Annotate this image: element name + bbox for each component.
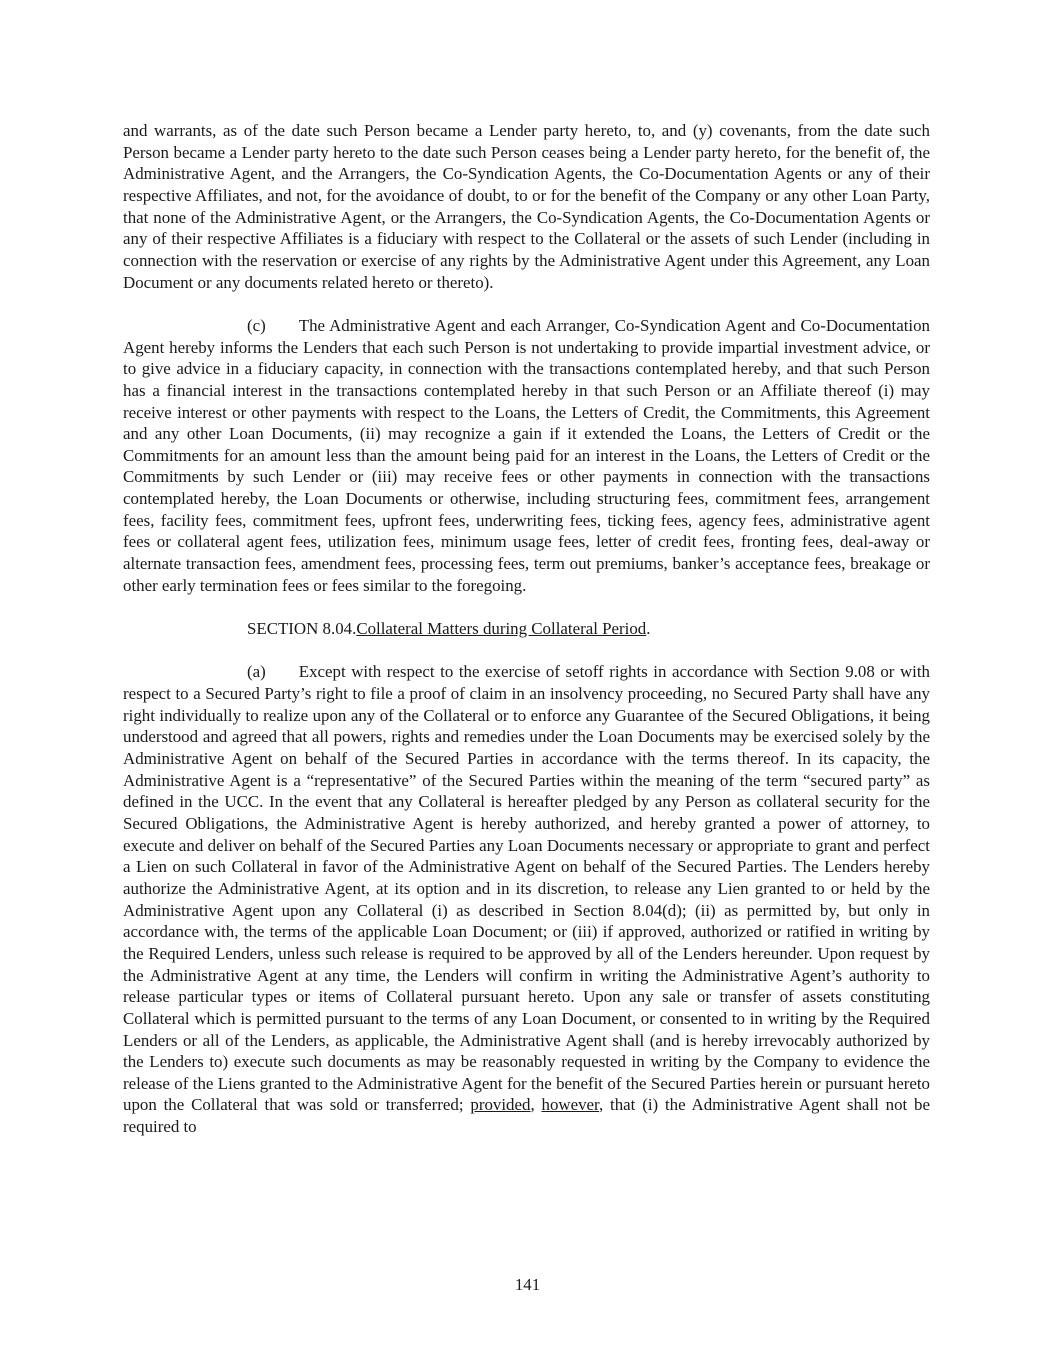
underlined-text: provided xyxy=(470,1095,531,1115)
text-run: and warrants, as of the date such Person became a Lender party hereto, to, and (y) covenants, from the date such Person became a Lender party hereto to the date such Person ceases being a Lender party hereto, for the benefit of, the Administrative Agent, and the Arrangers, the Co-Syndication Agents, the Co-Documentation Agents or any of their respective Affiliates, and not, for the avoidance of doubt, to or for the benefit of the Company or any other Loan Party, that none of the Administrative Agent, or the Arrangers, the Co-Syndication Agents, the Co-Documentation Agents or any of their respective Affiliates is a fiduciary with respect to the Collateral or the assets of such Lender (including in connection with the reservation or exercise of any rights by the Administrative Agent under this Agreement, any Loan Document or any documents related hereto or thereto). xyxy=(123,121,930,292)
text-run: , that (i) the Administrative Agent shall not be required to xyxy=(123,1095,930,1137)
underlined-text: Collateral Matters during Collateral Period xyxy=(356,619,647,639)
page-number: 141 xyxy=(514,1275,541,1294)
text-run: , xyxy=(530,1095,542,1115)
text-run: . xyxy=(646,619,651,639)
paragraph-a xyxy=(123,661,930,1137)
text-block xyxy=(123,120,930,1159)
paragraph-c xyxy=(123,315,930,597)
underlined-text: however xyxy=(541,1095,599,1115)
section-heading xyxy=(123,618,930,640)
paragraph-label: (a) xyxy=(247,662,266,682)
paragraph-label: (c) xyxy=(247,315,266,335)
text-run: Except with respect to the exercise of setoff rights in accordance with Section 9.08 or with respect to a Secured Party’s right to file a proof of claim in an insolvency proceeding, no Secured Party shall have any right individually to realize upon any of the Collateral or to enforce any Guarantee of the Secured Obligations, it being understood and agreed that all powers, rights and remedies under the Loan Documents may be exercised solely by the Administrative Agent on behalf of the Secured Parties in accordance with the terms thereof. In its capacity, the Administrative Agent is a “representative” of the Secured Parties within the meaning of the term “secured party” as defined in the UCC. In the event that any Collateral is hereafter pledged by any Person as collateral security for the Secured Obligations, the Administrative Agent is hereby authorized, and hereby granted a power of attorney, to execute and deliver on behalf of the Secured Parties any Loan Documents necessary or appropriate to grant and perfect a Lien on such Collateral in favor of the Administrative Agent on behalf of the Secured Parties. The Lenders hereby authorize the Administrative Agent, at its option and in its discretion, to release any Lien granted to or held by the Administrative Agent upon any Collateral (i) as described in Section 8.04(d); (ii) as permitted by, but only in accordance with, the terms of the applicable Loan Document; or (iii) if approved, authorized or ratified in writing by the Required Lenders, unless such release is required to be approved by all of the Lenders hereunder. Upon request by the Administrative Agent at any time, the Lenders will confirm in writing the Administrative Agent’s authority to release particular types or items of Collateral pursuant hereto. Upon any sale or transfer of assets constituting Collateral which is permitted pursuant to the terms of any Loan Document, or consented to in writing by the Required Lenders or all of the Lenders, as applicable, the Administrative Agent shall (and is hereby irrevocably authorized by the Lenders to) execute such documents as may be reasonably requested in writing by the Company to evidence the release of the Liens granted to the Administrative Agent for the benefit of the Secured Parties herein or pursuant hereto upon the Collateral that was sold or transferred; xyxy=(123,662,930,1115)
text-run: The Administrative Agent and each Arranger, Co-Syndication Agent and Co-Documentation Agent hereby informs the Lenders that each such Person is not undertaking to provide impartial investment advice, or to give advice in a fiduciary capacity, in connection with the transactions contemplated hereby, and that such Person has a financial interest in the transactions contemplated hereby in that such Person or an Affiliate thereof (i) may receive interest or other payments with respect to the Loans, the Letters of Credit, the Commitments, this Agreement and any other Loan Documents, (ii) may recognize a gain if it extended the Loans, the Letters of Credit or the Commitments for an amount less than the amount being paid for an interest in the Loans, the Letters of Credit or the Commitments by such Lender or (iii) may receive fees or other payments in connection with the transactions contemplated hereby, the Loan Documents or otherwise, including structuring fees, commitment fees, arrangement fees, facility fees, commitment fees, upfront fees, underwriting fees, ticking fees, agency fees, administrative agent fees or collateral agent fees, utilization fees, minimum usage fees, letter of credit fees, fronting fees, deal-away or alternate transaction fees, amendment fees, processing fees, term out premiums, banker’s acceptance fees, breakage or other early termination fees or fees similar to the foregoing. xyxy=(123,315,930,595)
paragraph-continuation xyxy=(123,120,930,293)
text-run: SECTION 8.04. xyxy=(247,619,357,639)
